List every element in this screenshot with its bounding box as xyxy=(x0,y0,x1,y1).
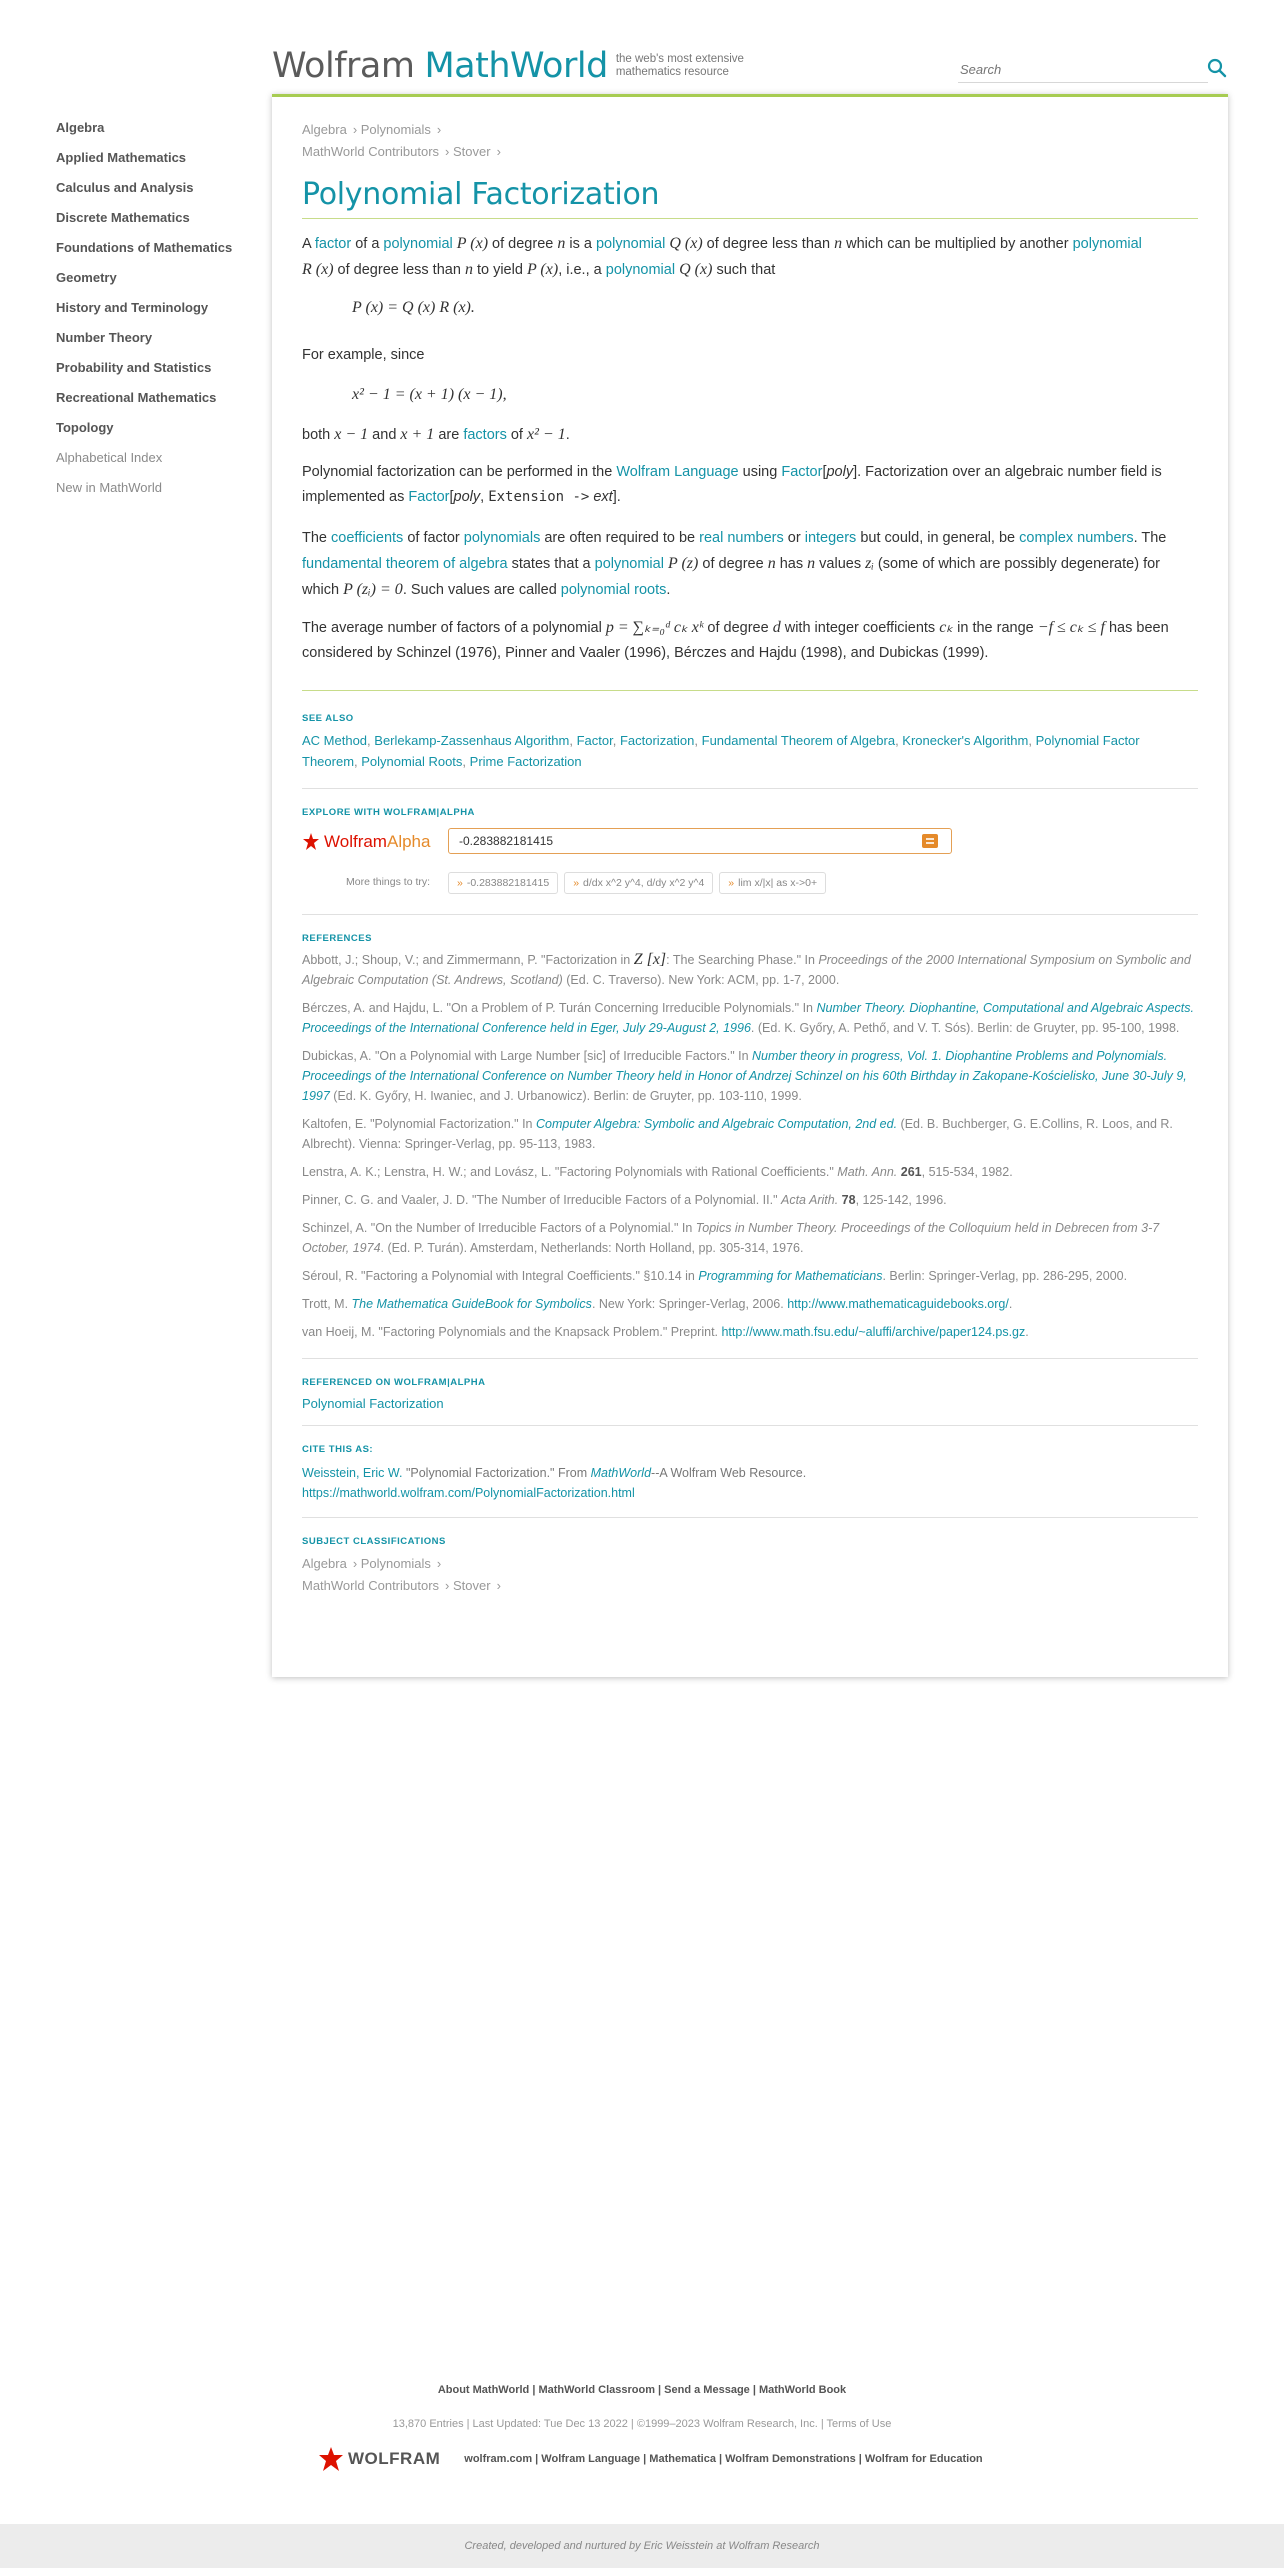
text: 261 xyxy=(897,1165,922,1179)
math-inline: P (x) xyxy=(456,235,489,252)
chip-icon: » xyxy=(457,877,463,889)
sidebar-item-algebra[interactable]: Algebra xyxy=(56,120,105,135)
text: poly xyxy=(826,464,854,480)
paragraph-wolfram-language xyxy=(302,460,1198,510)
code-extension: Extension -> xyxy=(488,489,590,505)
sidebar-nav xyxy=(56,118,256,508)
subject-classifications-heading: SUBJECT CLASSIFICATIONS xyxy=(302,1536,446,1547)
equals-icon xyxy=(922,834,938,848)
reference-item xyxy=(302,1294,1198,1314)
reference-item xyxy=(302,1046,1198,1106)
link-integers[interactable]: integers xyxy=(804,530,857,546)
logo-mathworld-text: MathWorld xyxy=(424,46,608,86)
see-also-link[interactable]: Factorization xyxy=(619,733,695,748)
paragraph-average-factors xyxy=(302,615,1198,666)
reference-url-link[interactable]: http://www.math.fsu.edu/~aluffi/archive/paper124.ps.gz xyxy=(721,1325,1026,1339)
chip-label: lim x/|x| as x->0+ xyxy=(738,877,818,889)
search-button[interactable] xyxy=(1206,57,1228,79)
text: , xyxy=(480,489,489,505)
link-fundamental-theorem-of-algebra[interactable]: fundamental theorem of algebra xyxy=(302,556,508,572)
referenced-on-heading: REFERENCED ON WOLFRAM|ALPHA xyxy=(302,1377,486,1388)
reference-book-link[interactable]: Number Theory. Diophantine, Computational and Algebraic Aspects. Proceedings of the International Conference held in Eger, July 29-August 2, 1996 xyxy=(302,1001,1194,1035)
math-inline: P (zᵢ) = 0 xyxy=(343,581,403,598)
references-heading: REFERENCES xyxy=(302,933,372,944)
sidebar-item-geometry[interactable]: Geometry xyxy=(56,270,117,285)
footer-wolfram-links[interactable]: wolfram.com | Wolfram Language | Mathematica | Wolfram Demonstrations | Wolfram for Education xyxy=(464,2453,983,2465)
math-inline: x² − 1 xyxy=(527,426,566,443)
text: values xyxy=(815,556,866,572)
sidebar-item-new-in-mathworld[interactable]: New in MathWorld xyxy=(56,480,162,495)
see-also-link[interactable]: Polynomial Factor Theorem xyxy=(302,733,1140,769)
see-also-heading: SEE ALSO xyxy=(302,713,354,724)
search-icon xyxy=(1206,57,1228,79)
divider xyxy=(302,1517,1198,1518)
math-inline: P (x) xyxy=(526,261,559,278)
math-inline: x + 1 xyxy=(400,426,435,443)
citation xyxy=(302,1463,1198,1503)
wolfram-alpha-submit-button[interactable] xyxy=(922,834,938,848)
subject-breadcrumb xyxy=(302,1553,1198,1575)
text: ]. xyxy=(612,489,621,505)
more-things-label: More things to try: xyxy=(346,876,431,888)
breadcrumb-stover[interactable]: › Stover xyxy=(445,144,491,159)
sidebar-item-alphabetical-index[interactable]: Alphabetical Index xyxy=(56,450,163,465)
wolfram-spikey-icon xyxy=(318,2446,344,2472)
mathworld-link[interactable]: MathWorld xyxy=(590,1466,652,1480)
breadcrumb xyxy=(302,119,1198,141)
reference-item xyxy=(302,998,1198,1038)
reference-book-link[interactable]: The Mathematica GuideBook for Symbolics xyxy=(351,1297,592,1311)
referenced-on-link[interactable]: Polynomial Factorization xyxy=(302,1396,444,1411)
link-polynomial[interactable]: polynomial xyxy=(383,236,453,252)
text: , i.e., a xyxy=(558,262,606,278)
see-also-link[interactable]: Kronecker's Algorithm xyxy=(902,733,1029,748)
math-inline: n xyxy=(557,235,566,252)
text: ]. Factorization over an algebraic number field is implemented as xyxy=(302,464,1162,505)
reference-item xyxy=(302,1190,1198,1210)
text: . Berlin: Springer-Verlag, pp. 286-295, 2000. xyxy=(882,1269,1128,1283)
text: Polynomial factorization can be performed in the xyxy=(302,464,617,480)
math-inline: P (z) xyxy=(667,555,699,572)
footer-links[interactable]: About MathWorld | MathWorld Classroom | Send a Message | MathWorld Book xyxy=(437,2384,847,2396)
subject-breadcrumb-contributors xyxy=(302,1575,1198,1597)
divider xyxy=(302,1358,1198,1359)
text: of degree xyxy=(488,236,558,252)
logo-tagline: the web's most extensive mathematics resource xyxy=(615,53,744,78)
link-factors[interactable]: factors xyxy=(463,427,507,443)
text: The average number of factors of a polynomial xyxy=(302,620,606,636)
logo-wolfram-text: Wolfram xyxy=(324,832,387,851)
see-also-link[interactable]: Berlekamp-Zassenhaus Algorithm xyxy=(374,733,570,748)
link-polynomial-roots[interactable]: polynomial roots xyxy=(560,582,667,598)
text: in the range xyxy=(953,620,1038,636)
math-inline: Q (x) xyxy=(679,261,713,278)
paragraph-example: For example, since xyxy=(302,347,425,363)
text: Kaltofen, E. "Polynomial Factorization." In xyxy=(302,1117,536,1131)
math-inline: zᵢ xyxy=(865,555,874,572)
text: of a xyxy=(351,236,384,252)
link-factor-function[interactable]: Factor xyxy=(408,489,450,505)
see-also-link[interactable]: Polynomial Roots xyxy=(361,754,463,769)
text: Schinzel, A. "On the Number of Irreducible Factors of a Polynomial." In xyxy=(302,1221,696,1235)
text: to yield xyxy=(472,262,527,278)
text: of degree less than xyxy=(702,236,835,252)
reference-item xyxy=(302,1218,1198,1258)
link-polynomial[interactable]: polynomial xyxy=(1072,236,1142,252)
math-inline: x − 1 xyxy=(334,426,369,443)
mathworld-logo[interactable] xyxy=(272,46,766,86)
sidebar-item-calculus-and-analysis[interactable]: Calculus and Analysis xyxy=(56,180,194,195)
paragraph-coefficients xyxy=(302,526,1198,603)
link-polynomial[interactable]: polynomial xyxy=(605,262,676,278)
equation-factorization: P (x) = Q (x) R (x). xyxy=(352,299,475,316)
text: of factor xyxy=(403,530,464,546)
sidebar-item-probability-and-statistics[interactable]: Probability and Statistics xyxy=(56,360,212,375)
see-also-list: AC Method, Berlekamp-Zassenhaus Algorithm, Factor, Factorization, Fundamental Theorem of Algebra, Kronecker's Algorithm, Polynomial Factor Theorem, Polynomial Roots, Prime Factorization xyxy=(302,733,1140,769)
subject-stover[interactable]: › Stover xyxy=(445,1578,491,1593)
text: states that a xyxy=(507,556,595,572)
text: . The xyxy=(1133,530,1167,546)
breadcrumb-sep: › xyxy=(436,122,442,137)
reference-book-link[interactable]: Number theory in progress, Vol. 1. Diophantine Problems and Polynomials. Proceedings of the International Conference on Number Theory held in Honor of Andrzej Schinzel on his 60th Birthday in Zakopane-Kościelisko, June 30-July 9, 1997 xyxy=(302,1049,1187,1103)
divider xyxy=(302,914,1198,915)
text: [ xyxy=(822,464,827,480)
suggestion-chip[interactable] xyxy=(564,872,713,894)
text: : The Searching Phase." In xyxy=(666,953,819,967)
sidebar-item-number-theory[interactable]: Number Theory xyxy=(56,330,153,345)
reference-item xyxy=(302,1162,1198,1182)
text: (Ed. B. Buchberger, G. E.Collins, R. Loos, and R. Albrecht). Vienna: Springer-Verlag, pp. 95-113, 1983. xyxy=(302,1117,1173,1151)
sidebar-item-topology[interactable]: Topology xyxy=(56,420,114,435)
link-coefficients[interactable]: coefficients xyxy=(331,530,404,546)
breadcrumb-polynomials[interactable]: › Polynomials xyxy=(352,122,431,137)
reference-book-link[interactable]: Programming for Mathematicians xyxy=(698,1269,883,1283)
sidebar-item-history-and-terminology[interactable]: History and Terminology xyxy=(56,300,209,315)
chip-label: d/dx x^2 y^4, d/dy x^2 y^4 xyxy=(583,877,705,889)
link-real-numbers[interactable]: real numbers xyxy=(699,530,784,546)
text: van Hoeij, M. "Factoring Polynomials and the Knapsack Problem." Preprint. xyxy=(302,1325,722,1339)
text: with integer coefficients xyxy=(780,620,940,636)
text: are xyxy=(434,427,464,443)
logo-wolfram-text: Wolfram xyxy=(272,46,415,86)
breadcrumb-sep: › xyxy=(496,144,501,159)
text: Abbott, J.; Shoup, V.; and Zimmermann, P. "Factorization in xyxy=(302,953,634,967)
text: 78 xyxy=(838,1193,856,1207)
text: such that xyxy=(712,262,776,278)
explore-heading: EXPLORE WITH WOLFRAM|ALPHA xyxy=(302,807,475,818)
see-also-link[interactable]: AC Method xyxy=(302,733,368,748)
text: --A Wolfram Web Resource. xyxy=(651,1466,807,1480)
breadcrumb-sep: › xyxy=(436,1556,442,1571)
paragraph-factors xyxy=(302,422,1198,448)
breadcrumb-algebra[interactable]: Algebra xyxy=(302,122,347,137)
text: but could, in general, be xyxy=(856,530,1020,546)
text: using xyxy=(738,464,782,480)
chip-icon: » xyxy=(573,877,580,889)
text: of degree xyxy=(703,620,773,636)
subject-polynomials[interactable]: › Polynomials xyxy=(352,1556,431,1571)
text: The xyxy=(302,530,332,546)
sidebar-item-discrete-mathematics[interactable]: Discrete Mathematics xyxy=(56,210,190,225)
text: (Ed. C. Traverso). New York: ACM, pp. 1-7, 2000. xyxy=(562,973,840,987)
article-card xyxy=(272,94,1228,1677)
chip-icon: » xyxy=(728,877,735,889)
text: Proceedings of the 2000 International Symposium on Symbolic and Algebraic Computation (St. Andrews, Scotland) xyxy=(302,953,1191,987)
text: . (Ed. K. Győry, A. Pethő, and V. T. Sós). Berlin: de Gruyter, pp. 95-100, 1998. xyxy=(750,1021,1180,1035)
suggestion-chip[interactable] xyxy=(719,872,826,894)
text: Pinner, C. G. and Vaaler, J. D. "The Number of Irreducible Factors of a Polynomial. II." xyxy=(302,1193,781,1207)
text: is a xyxy=(565,236,596,252)
divider xyxy=(302,690,1198,691)
suggestion-chips xyxy=(448,872,832,894)
breadcrumb-mathworld-contributors[interactable]: MathWorld Contributors xyxy=(302,144,440,159)
text: of degree less than xyxy=(333,262,465,278)
math-inline: n xyxy=(834,235,843,252)
text: . xyxy=(666,582,671,598)
link-polynomial[interactable]: polynomial xyxy=(595,236,666,252)
footer-meta: 13,870 Entries | Last Updated: Tue Dec 13 2022 | ©1999–2023 Wolfram Research, Inc. | Terms of Use xyxy=(392,2418,892,2430)
link-polynomials[interactable]: polynomials xyxy=(463,530,541,546)
text: Lenstra, A. K.; Lenstra, H. W.; and Lovász, L. "Factoring Polynomials with Rational Coefficients." xyxy=(302,1165,838,1179)
link-factor[interactable]: factor xyxy=(314,236,352,252)
link-complex-numbers[interactable]: complex numbers xyxy=(1019,530,1134,546)
text: (Ed. K. Győry, H. Iwaniec, and J. Urbanowicz). Berlin: de Gruyter, pp. 103-110, 1999. xyxy=(329,1089,802,1103)
math-inline: n xyxy=(767,555,776,572)
link-wolfram-language[interactable]: Wolfram Language xyxy=(616,464,739,480)
see-also-link[interactable]: Factor xyxy=(576,733,613,748)
subject-mathworld-contributors[interactable]: MathWorld Contributors xyxy=(302,1578,440,1593)
text: or xyxy=(783,530,805,546)
page-title: Polynomial Factorization xyxy=(302,177,1198,219)
math-inline: Q (x) xyxy=(669,235,703,252)
breadcrumb-contributors xyxy=(302,141,1198,163)
article-content xyxy=(302,119,1198,1597)
text: of degree xyxy=(698,556,768,572)
sidebar-item-foundations-of-mathematics[interactable]: Foundations of Mathematics xyxy=(56,240,233,255)
references-list xyxy=(302,950,1198,1342)
wolfram-alpha-logo[interactable] xyxy=(302,832,430,852)
text: Bérczes, A. and Hajdu, L. "On a Problem of P. Turán Concerning Irreducible Polynomials." In xyxy=(302,1001,817,1015)
breadcrumb-sep: › xyxy=(496,1578,501,1593)
text: Topics in Number Theory. Proceedings of the Colloquium held in Debrecen from 3-7 October, 1974 xyxy=(302,1221,1160,1255)
wolfram-alpha-input[interactable] xyxy=(448,828,952,854)
text: poly xyxy=(453,489,481,505)
chip-label: -0.283882181415 xyxy=(466,877,550,889)
text: . Such values are called xyxy=(402,582,561,598)
text: Trott, M. xyxy=(302,1297,352,1311)
text: of xyxy=(506,427,527,443)
reference-item xyxy=(302,1266,1198,1286)
author-link[interactable]: Weisstein, Eric W. xyxy=(302,1466,403,1480)
sidebar-item-recreational-mathematics[interactable]: Recreational Mathematics xyxy=(56,390,217,405)
divider xyxy=(302,1425,1198,1426)
link-polynomial[interactable]: polynomial xyxy=(594,556,664,572)
wolfram-spikey-icon xyxy=(302,833,320,851)
equation-example: x² − 1 = (x + 1) (x − 1), xyxy=(352,386,507,403)
text: , 125-142, 1996. xyxy=(855,1193,947,1207)
text: "Polynomial Factorization." From xyxy=(402,1466,591,1480)
math-inline: cₖ xyxy=(939,619,954,636)
footer-wolfram-row xyxy=(318,2446,983,2472)
see-also-link[interactable]: Prime Factorization xyxy=(469,754,582,769)
text: are often required to be xyxy=(540,530,700,546)
text: Acta Arith. xyxy=(781,1193,839,1207)
text: (some of which are possibly degenerate) for which xyxy=(302,556,1160,598)
reference-item xyxy=(302,1322,1198,1342)
reference-book-link[interactable]: Computer Algebra: Symbolic and Algebraic Computation, 2nd ed. xyxy=(535,1117,898,1131)
math-inline: d xyxy=(772,619,781,636)
footer-credit: Created, developed and nurtured by Eric Weisstein at Wolfram Research xyxy=(0,2524,1284,2568)
text: [ xyxy=(449,489,454,505)
subject-algebra[interactable]: Algebra xyxy=(302,1556,347,1571)
text: A xyxy=(302,236,315,252)
text: Séroul, R. "Factoring a Polynomial with Integral Coefficients." §10.14 in xyxy=(302,1269,699,1283)
math-inline: −f ≤ cₖ ≤ f xyxy=(1037,619,1105,636)
text: which can be multiplied by another xyxy=(842,236,1073,252)
text: . New York: Springer-Verlag, 2006. xyxy=(591,1297,788,1311)
link-factor-function[interactable]: Factor xyxy=(781,464,823,480)
text: both xyxy=(302,427,335,443)
see-also-link[interactable]: Fundamental Theorem of Algebra xyxy=(701,733,896,748)
reference-item xyxy=(302,950,1198,990)
math-inline: R (x) xyxy=(302,261,334,278)
text: . xyxy=(1025,1325,1029,1339)
text: . (Ed. P. Turán). Amsterdam, Netherlands: North Holland, pp. 305-314, 1976. xyxy=(380,1241,804,1255)
text: ext xyxy=(589,489,613,505)
text: , 515-534, 1982. xyxy=(921,1165,1013,1179)
search-input[interactable] xyxy=(958,56,1208,83)
math-inline: n xyxy=(464,261,473,278)
logo-alpha-text: Alpha xyxy=(386,832,431,851)
cite-heading: CITE THIS AS: xyxy=(302,1444,374,1455)
text: . xyxy=(1008,1297,1013,1311)
math-inline: n xyxy=(807,555,816,572)
paragraph-definition xyxy=(302,231,1198,283)
math-inline: Z [x] xyxy=(633,951,667,968)
text: Dubickas, A. "On a Polynomial with Large Number [sic] of Irreducible Factors." In xyxy=(302,1049,753,1063)
divider xyxy=(302,788,1198,789)
math-inline: p = ∑ₖ₌₀ᵈ cₖ xᵏ xyxy=(605,619,704,636)
text: and xyxy=(368,427,401,443)
text: has been considered by Schinzel (1976), Pinner and Vaaler (1996), Bérczes and Hajdu (1998), and Dubickas (1999). xyxy=(302,620,1169,661)
text: . xyxy=(565,427,570,443)
wolfram-alpha-widget xyxy=(302,828,1198,906)
text: has xyxy=(775,556,808,572)
suggestion-chip[interactable] xyxy=(448,872,558,894)
sidebar-item-applied-mathematics[interactable]: Applied Mathematics xyxy=(56,150,187,165)
reference-item xyxy=(302,1114,1198,1154)
reference-url-link[interactable]: http://www.mathematicaguidebooks.org/ xyxy=(787,1297,1009,1311)
footer-wolfram-logo[interactable]: WOLFRAM xyxy=(348,2449,441,2468)
text: Math. Ann. xyxy=(837,1165,898,1179)
citation-url-link[interactable]: https://mathworld.wolfram.com/PolynomialFactorization.html xyxy=(302,1486,635,1500)
